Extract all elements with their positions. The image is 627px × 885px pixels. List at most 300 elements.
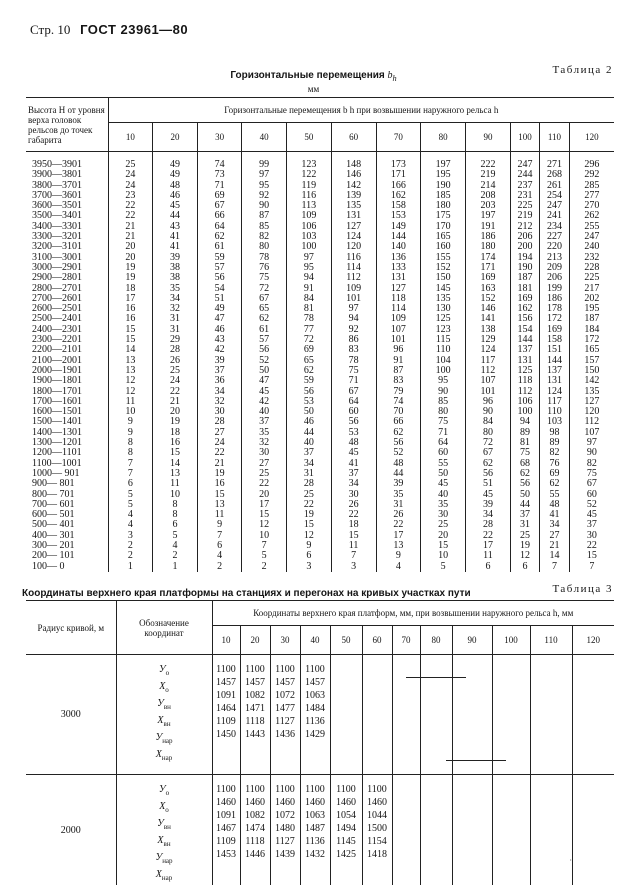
table2-value: 48	[540, 500, 568, 510]
table2-value: 71	[421, 428, 465, 438]
table3-symbol	[117, 731, 212, 748]
table2-value-column	[466, 152, 511, 572]
table2-value: 138	[466, 325, 510, 335]
table2-value: 206	[511, 232, 539, 242]
table2-range: 1500—1401	[32, 417, 108, 427]
table2-value: 144	[511, 335, 539, 345]
table2-range: 700— 601	[32, 500, 108, 510]
table2-value: 50	[421, 469, 465, 479]
table3-value: 1100	[301, 783, 330, 796]
table2-value: 15	[153, 448, 197, 458]
table2-value: 31	[377, 500, 421, 510]
table2	[26, 97, 614, 572]
table3-value: 1082	[241, 689, 270, 702]
table2-value: 117	[466, 356, 510, 366]
table2-value: 56	[198, 273, 242, 283]
table2-value: 86	[332, 335, 376, 345]
table2-range: 2400—2301	[32, 325, 108, 335]
table2-value: 6	[153, 520, 197, 530]
table2-value: 141	[466, 314, 510, 324]
table3-symbol-sub: нар	[162, 874, 172, 882]
table2-value: 44	[153, 211, 197, 221]
table2-range: 2900—2801	[32, 273, 108, 283]
table2-value: 127	[377, 284, 421, 294]
table2-value: 19	[109, 263, 153, 273]
table2-value: 48	[377, 459, 421, 469]
table2-range: 1300—1201	[32, 438, 108, 448]
table3-value: 1154	[363, 835, 392, 848]
table2-value: 9	[109, 428, 153, 438]
table2-value: 37	[287, 448, 331, 458]
table2-value: 162	[511, 304, 539, 314]
table2-value: 110	[421, 345, 465, 355]
table2-value: 70	[377, 407, 421, 417]
table2-value: 67	[570, 479, 614, 489]
table2-value: 34	[540, 520, 568, 530]
table3-symbol	[117, 697, 212, 714]
table2-value: 163	[466, 284, 510, 294]
table2-value: 219	[466, 170, 510, 180]
table2-value: 16	[153, 438, 197, 448]
table2-value: 53	[332, 428, 376, 438]
table2-value: 27	[198, 428, 242, 438]
table3-symbol-sub: вн	[164, 823, 171, 831]
table2-value: 237	[511, 181, 539, 191]
table2-title-symbol: b	[388, 70, 393, 81]
table2-value: 60	[332, 407, 376, 417]
table2-value: 174	[466, 253, 510, 263]
table2-value: 123	[287, 160, 331, 170]
table2-range: 3900—3801	[32, 170, 108, 180]
table2-title-sub: h	[393, 74, 397, 83]
table2-value: 13	[109, 356, 153, 366]
table2-value: 187	[511, 273, 539, 283]
table2-value: 247	[570, 232, 614, 242]
table2-value: 7	[332, 551, 376, 561]
table2-value: 85	[421, 397, 465, 407]
table3-symbol	[117, 748, 212, 765]
table2-value: 234	[540, 222, 568, 232]
table2-value: 20	[109, 242, 153, 252]
table2-value: 122	[287, 170, 331, 180]
table2-value: 52	[570, 500, 614, 510]
table2-value: 112	[570, 417, 614, 427]
table2-value: 67	[242, 294, 286, 304]
table2-value: 35	[377, 490, 421, 500]
table2-value: 285	[570, 181, 614, 191]
table3-radius: 3000	[26, 655, 116, 775]
table2-value-column	[197, 152, 242, 572]
table2-value: 117	[540, 397, 568, 407]
table2-value: 3	[287, 562, 331, 572]
table2-value: 98	[540, 428, 568, 438]
table2-value: 52	[242, 356, 286, 366]
table2-value: 200	[511, 242, 539, 252]
table2-value: 34	[153, 294, 197, 304]
table3-col-header: 120	[572, 626, 614, 655]
table2-value: 11	[198, 510, 242, 520]
table3-symbol-sub: о	[166, 669, 170, 677]
table3-symbol	[117, 834, 212, 851]
table2-value: 56	[466, 469, 510, 479]
table2-label: Таблица 2	[552, 64, 613, 76]
table3-value: 1500	[363, 822, 392, 835]
table3-value-column	[530, 775, 572, 885]
table2-value: 190	[511, 263, 539, 273]
table2-value: 12	[109, 387, 153, 397]
table3-symbol	[117, 868, 212, 885]
table2-value-column	[331, 152, 376, 572]
table3-value: 1467	[213, 822, 240, 835]
table2-value: 14	[540, 551, 568, 561]
table2-value-column	[569, 152, 614, 572]
table2-range: 100— 0	[32, 562, 108, 572]
table3-col-header: 30	[270, 626, 300, 655]
table3-value: 1446	[241, 848, 270, 861]
table2-value: 156	[511, 314, 539, 324]
table2-value: 37	[198, 366, 242, 376]
table2-value: 89	[511, 428, 539, 438]
table3-value: 1487	[301, 822, 330, 835]
table3-value: 1453	[213, 848, 240, 861]
table2-value: 81	[287, 304, 331, 314]
table2-value: 45	[570, 510, 614, 520]
table2-range: 2100—2001	[32, 356, 108, 366]
table2-value: 46	[153, 191, 197, 201]
table2-value: 32	[153, 304, 197, 314]
table3-value-column	[452, 655, 492, 775]
table2-value: 75	[570, 469, 614, 479]
table2-value: 83	[332, 345, 376, 355]
table2-value: 181	[511, 284, 539, 294]
table2-value: 78	[242, 253, 286, 263]
table2-value: 20	[109, 253, 153, 263]
table2-value: 56	[377, 438, 421, 448]
table2-value: 47	[242, 376, 286, 386]
table2-value: 1	[153, 562, 197, 572]
page-header	[30, 22, 188, 38]
table2-value: 13	[153, 469, 197, 479]
table2-value: 26	[153, 356, 197, 366]
table2-value: 6	[511, 562, 539, 572]
table3-value-column	[572, 655, 614, 775]
table2-value: 44	[377, 469, 421, 479]
table2-value: 169	[466, 273, 510, 283]
table2-value: 18	[109, 284, 153, 294]
table2-value: 94	[332, 314, 376, 324]
table2-value: 30	[421, 510, 465, 520]
table2-value: 10	[153, 490, 197, 500]
table2-value: 13	[109, 366, 153, 376]
table2-value: 10	[109, 407, 153, 417]
table2-value: 22	[287, 500, 331, 510]
table2-value: 44	[287, 428, 331, 438]
table3-value: 1418	[363, 848, 392, 861]
table2-col-header: 30	[197, 123, 242, 152]
table3-value-column	[492, 655, 530, 775]
table2-value: 172	[540, 314, 568, 324]
table2-value: 16	[109, 314, 153, 324]
table3-symbols	[116, 655, 212, 775]
table3-value-column	[300, 655, 330, 775]
table2-value: 37	[511, 510, 539, 520]
table2-value: 76	[242, 263, 286, 273]
table2-value: 26	[332, 500, 376, 510]
table2-value: 5	[153, 531, 197, 541]
table2-value: 38	[153, 273, 197, 283]
table2-value: 112	[466, 366, 510, 376]
table3-value: 1100	[213, 663, 240, 676]
table2-value: 225	[570, 273, 614, 283]
table2-col-header: 110	[540, 123, 569, 152]
table2-value: 131	[332, 211, 376, 221]
table2-value: 83	[377, 376, 421, 386]
table2-value: 220	[540, 242, 568, 252]
table2-value: 270	[570, 201, 614, 211]
table3-value-column	[240, 775, 270, 885]
table2-value: 187	[570, 314, 614, 324]
table2-range-column	[26, 152, 108, 572]
table2-value: 21	[198, 459, 242, 469]
table2-value: 59	[198, 253, 242, 263]
table3-col-header: 100	[492, 626, 530, 655]
table2-value: 146	[466, 304, 510, 314]
table2-value: 91	[287, 284, 331, 294]
table2-value: 74	[198, 160, 242, 170]
table2-value: 100	[421, 366, 465, 376]
table2-value: 292	[570, 170, 614, 180]
table2-value: 56	[511, 479, 539, 489]
standard-title: ГОСТ 23961—80	[80, 22, 188, 37]
table2-title-text: Горизонтальные перемещения	[230, 70, 384, 81]
table2-value: 9	[198, 520, 242, 530]
table2-value: 80	[242, 242, 286, 252]
table3-value-column	[240, 655, 270, 775]
table2-value: 28	[153, 345, 197, 355]
table3-title: Координаты верхнего края платформы на станциях и перегонах на кривых участках пути	[22, 588, 471, 599]
table2-value: 277	[570, 191, 614, 201]
table2-value: 45	[421, 479, 465, 489]
table2-range: 3000—2901	[32, 263, 108, 273]
table2-value: 19	[109, 273, 153, 283]
table2-value: 40	[287, 438, 331, 448]
table2-value: 17	[242, 500, 286, 510]
table3-col-header: 60	[362, 626, 392, 655]
table3-value-column	[362, 775, 392, 885]
table2-value: 22	[109, 211, 153, 221]
table2-value: 15	[109, 325, 153, 335]
table2-range: 2500—2401	[32, 314, 108, 324]
table2-value: 87	[377, 366, 421, 376]
table2-col-header: 20	[153, 123, 198, 152]
table2-range: 1600—1501	[32, 407, 108, 417]
table2-value: 29	[153, 335, 197, 345]
table2-range: 2800—2701	[32, 284, 108, 294]
table3-col-header: 90	[452, 626, 492, 655]
table2-value: 95	[287, 263, 331, 273]
table2-value: 39	[153, 253, 197, 263]
table2-value: 131	[511, 356, 539, 366]
table2-value: 5	[109, 500, 153, 510]
table3-symbol-letter: У	[157, 818, 164, 829]
table2-value: 18	[153, 428, 197, 438]
table3-value-column	[212, 655, 240, 775]
table2-value: 96	[466, 397, 510, 407]
table2-value: 89	[540, 438, 568, 448]
table2-value: 22	[570, 541, 614, 551]
table3-symbol-letter: У	[159, 784, 166, 795]
table2-value: 19	[198, 469, 242, 479]
table2-value: 62	[540, 479, 568, 489]
table2-value: 14	[153, 459, 197, 469]
table2-value: 25	[421, 520, 465, 530]
table2-value: 36	[198, 376, 242, 386]
table2-value: 32	[242, 438, 286, 448]
table2-value: 225	[511, 201, 539, 211]
table2-value: 50	[511, 490, 539, 500]
table2-value: 31	[287, 469, 331, 479]
table2-value: 2	[109, 551, 153, 561]
table2-value: 209	[540, 263, 568, 273]
table2-value: 271	[540, 160, 568, 170]
table2-value: 22	[332, 510, 376, 520]
table2-value: 116	[332, 253, 376, 263]
table3-value: 1063	[301, 689, 330, 702]
table3-symbol-letter: Х	[159, 681, 165, 692]
table3-value: 1091	[213, 809, 240, 822]
table2-value: 42	[198, 345, 242, 355]
table2-value: 180	[466, 242, 510, 252]
table2-value: 11	[109, 397, 153, 407]
table2-value: 25	[287, 490, 331, 500]
table2-range: 3200—3101	[32, 242, 108, 252]
table3-value: 1100	[331, 783, 362, 796]
table2-value: 17	[377, 531, 421, 541]
table2-value: 142	[332, 181, 376, 191]
table2-value: 194	[511, 253, 539, 263]
table2-group-header: Горизонтальные перемещения b h при возвышении наружного рельса h	[108, 98, 614, 123]
table2-value: 97	[332, 304, 376, 314]
table3-value: 1054	[331, 809, 362, 822]
table2-value: 41	[153, 242, 197, 252]
table3-value: 1484	[301, 702, 330, 715]
table3-value: 1457	[241, 676, 270, 689]
table2-value: 82	[242, 232, 286, 242]
table2-value: 118	[511, 376, 539, 386]
table2-col-header: 10	[108, 123, 153, 152]
table3-col-header: 50	[330, 626, 362, 655]
table2-value: 6	[198, 541, 242, 551]
table2-value: 24	[153, 376, 197, 386]
table2-range: 500— 401	[32, 520, 108, 530]
table2-range: 1900—1801	[32, 376, 108, 386]
table2-value: 124	[466, 345, 510, 355]
table2-value: 149	[377, 222, 421, 232]
table3-value: 1460	[331, 796, 362, 809]
table2-value: 109	[332, 284, 376, 294]
table3-value: 1100	[241, 783, 270, 796]
table2-value: 19	[287, 510, 331, 520]
table2-value: 170	[421, 222, 465, 232]
table2-value: 49	[198, 304, 242, 314]
table2-value: 51	[198, 294, 242, 304]
table2-value: 62	[466, 459, 510, 469]
table2-value: 107	[377, 325, 421, 335]
table3-value: 1136	[301, 835, 330, 848]
table2-value: 28	[466, 520, 510, 530]
table3-symbol-sub: нар	[162, 737, 172, 745]
table2-value: 178	[540, 304, 568, 314]
table2-value: 66	[377, 417, 421, 427]
table2-value: 240	[570, 242, 614, 252]
table2-value: 61	[198, 242, 242, 252]
table2-value: 106	[511, 397, 539, 407]
table2-value: 76	[540, 459, 568, 469]
table2-value: 45	[332, 448, 376, 458]
table3-symbol-sub: вн	[164, 720, 171, 728]
table2-value: 37	[242, 417, 286, 427]
table3-value: 1100	[213, 783, 240, 796]
table3-value-column	[362, 655, 392, 775]
table2-value-column	[510, 152, 539, 572]
table2-value: 127	[332, 222, 376, 232]
table2-value: 62	[242, 314, 286, 324]
table2-first-col-header: Высота H от уровня верха головок рельсов до точек габарита	[26, 98, 108, 152]
table2-value: 26	[377, 510, 421, 520]
table3-value-column	[392, 775, 420, 885]
table2-value: 131	[377, 273, 421, 283]
table3-value: 1100	[301, 663, 330, 676]
table2-value: 46	[287, 417, 331, 427]
table3-value: 1494	[331, 822, 362, 835]
table2-value: 184	[570, 325, 614, 335]
table2-value: 114	[332, 263, 376, 273]
table2-value: 41	[153, 232, 197, 242]
table2-value: 22	[153, 387, 197, 397]
table2-value: 34	[466, 510, 510, 520]
table2-range: 3400—3301	[32, 222, 108, 232]
table2-value: 171	[466, 263, 510, 273]
table2-value: 232	[570, 253, 614, 263]
table2-value: 49	[153, 160, 197, 170]
table2-value: 21	[153, 397, 197, 407]
table3-value: 1457	[213, 676, 240, 689]
table2-value: 158	[540, 335, 568, 345]
table2-value: 169	[511, 294, 539, 304]
table2-value: 73	[198, 170, 242, 180]
table2-value: 241	[540, 211, 568, 221]
table2-value: 41	[332, 459, 376, 469]
table3-symbol-letter: У	[159, 664, 166, 675]
table2-range: 1000— 901	[32, 469, 108, 479]
table2-value: 12	[242, 520, 286, 530]
table2-value: 24	[109, 170, 153, 180]
table2-value: 34	[332, 479, 376, 489]
table2-range: 2600—2501	[32, 304, 108, 314]
table2-value: 107	[570, 428, 614, 438]
table2-value: 151	[540, 345, 568, 355]
table3-symbol-letter: Х	[156, 749, 162, 760]
table2-value: 185	[421, 191, 465, 201]
table3-symbol-sub: нар	[162, 857, 172, 865]
table2-value: 48	[153, 181, 197, 191]
table2-value: 90	[466, 407, 510, 417]
table3	[26, 600, 614, 885]
table2-range: 2200—2101	[32, 345, 108, 355]
table3-symbol-letter: Х	[157, 715, 163, 726]
table3-value: 1477	[271, 702, 300, 715]
table2-col-header: 70	[376, 123, 421, 152]
